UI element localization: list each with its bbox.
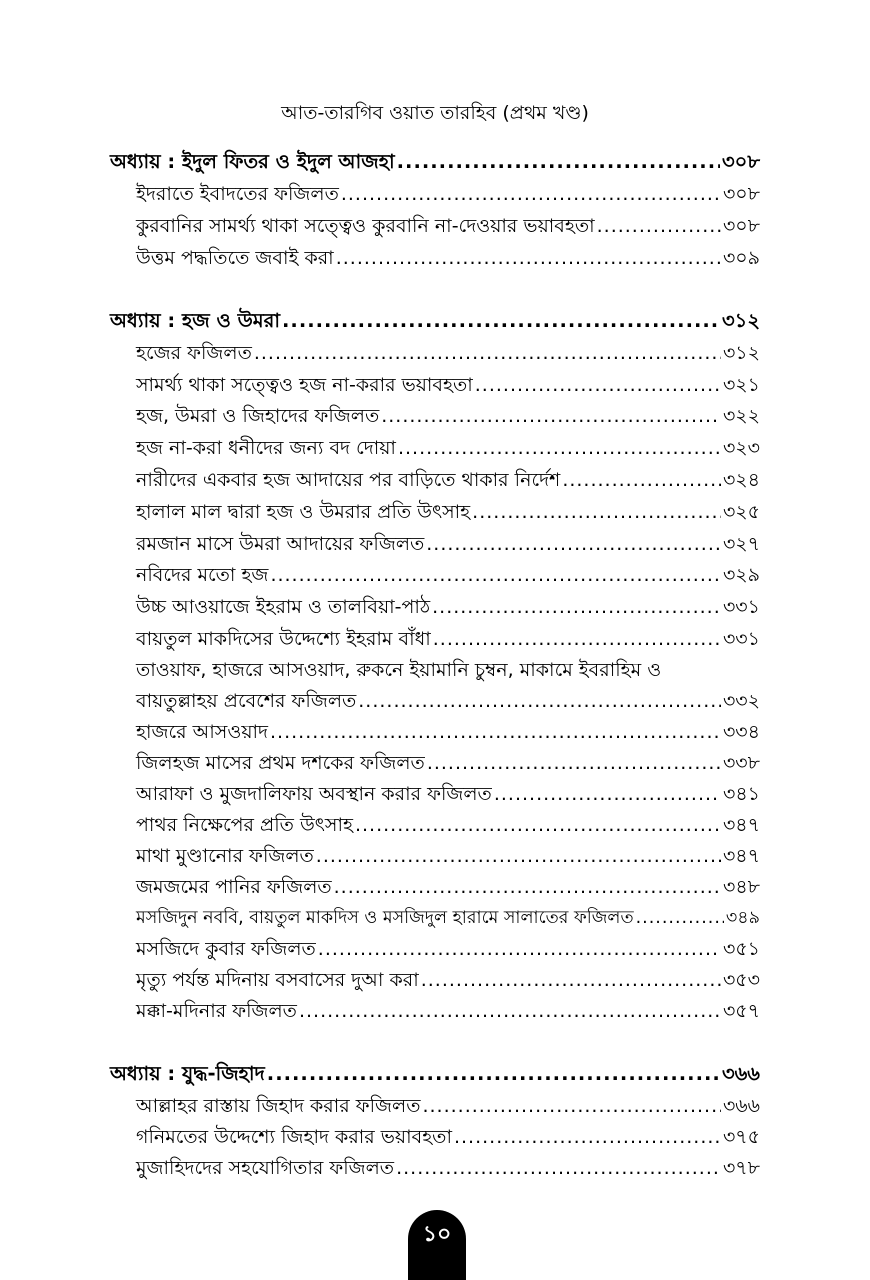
entry-title: সামর্থ্য থাকা সত্ত্বেও হজ না-করার ভয়াবহতা xyxy=(136,374,473,396)
toc-entry[interactable] xyxy=(136,337,760,368)
entry-title: কুরবানির সামর্থ্য থাকা সত্ত্বেও কুরবানি না-দেওয়ার ভয়াবহতা xyxy=(136,215,595,237)
page-ref: ৩৭৫ xyxy=(722,1126,760,1148)
page-ref: ৩৩৪ xyxy=(722,721,760,743)
toc-entry[interactable] xyxy=(136,528,760,559)
page-ref: ৩৬৬ xyxy=(721,1062,760,1085)
toc-entry[interactable] xyxy=(136,995,760,1026)
entry-title: গনিমতের উদ্দেশ্যে জিহাদ করার ভয়াবহতা xyxy=(136,1126,452,1148)
page-ref: ৩২৩ xyxy=(722,437,760,459)
leader-dots xyxy=(381,401,721,431)
leader-dots xyxy=(318,934,721,964)
page-ref: ৩৫৩ xyxy=(722,969,760,991)
entry-title: মৃত্যু পর্যন্ত মদিনায় বসবাসের দুআ করা xyxy=(136,969,419,991)
chapter-title: অধ্যায় : হজ ও উমরা xyxy=(110,309,281,332)
page-ref: ৩৫৭ xyxy=(722,1000,760,1022)
page-ref: ৩২৫ xyxy=(722,501,760,523)
entry-title: মক্কা-মদিনার ফজিলত xyxy=(136,1000,297,1022)
toc-chapter[interactable] xyxy=(110,305,760,336)
toc-entry[interactable] xyxy=(136,871,760,902)
leader-dots xyxy=(472,497,721,527)
toc-entry[interactable] xyxy=(136,210,760,241)
toc-entry[interactable] xyxy=(136,369,760,400)
toc-entry[interactable] xyxy=(136,902,760,933)
leader-dots xyxy=(454,1122,721,1152)
leader-dots xyxy=(299,996,721,1026)
toc-entry[interactable] xyxy=(136,933,760,964)
leader-dots xyxy=(336,243,721,273)
toc-entry[interactable] xyxy=(136,623,760,654)
toc-entry[interactable] xyxy=(136,809,760,840)
entry-title: হাজরে আসওয়াদ xyxy=(136,721,268,743)
entry-title: হজ, উমরা ও জিহাদের ফজিলত xyxy=(136,405,380,427)
toc-chapter[interactable] xyxy=(110,1058,760,1089)
leader-dots xyxy=(270,560,721,590)
toc-entry[interactable] xyxy=(136,559,760,590)
toc-entry[interactable] xyxy=(136,400,760,431)
toc-entry[interactable] xyxy=(136,840,760,871)
page-ref: ৩৭৮ xyxy=(722,1157,760,1179)
leader-dots xyxy=(421,965,721,995)
toc-entry[interactable] xyxy=(136,1121,760,1152)
entry-title: বায়তুল্লাহয় প্রবেশের ফজিলত xyxy=(136,690,357,712)
page-ref: ৩০৮ xyxy=(722,215,760,237)
entry-title: মসজিদে কুবার ফজিলত xyxy=(136,938,316,960)
entry-title: আল্লাহর রাস্তায় জিহাদ করার ফজিলত xyxy=(136,1095,421,1117)
page-ref: ৩৩৮ xyxy=(722,752,760,774)
entry-title: মুজাহিদদের সহযোগিতার ফজিলত xyxy=(136,1157,395,1179)
toc-entry[interactable] xyxy=(136,496,760,527)
toc-entry[interactable] xyxy=(136,178,760,209)
leader-dots xyxy=(341,179,721,209)
entry-title: বায়তুল মাকদিসের উদ্দেশ্যে ইহরাম বাঁধা xyxy=(136,628,431,650)
entry-title: হজ না-করা ধনীদের জন্য বদ দোয়া xyxy=(136,437,396,459)
leader-dots xyxy=(426,529,721,559)
leader-dots xyxy=(475,370,721,400)
leader-dots xyxy=(316,841,721,871)
page-ref: ৩২৯ xyxy=(722,564,760,586)
page-ref: ৩৩২ xyxy=(722,690,760,712)
leader-dots xyxy=(267,1059,720,1089)
leader-dots xyxy=(432,592,721,622)
page-ref: ৩৪৭ xyxy=(722,814,760,836)
toc-entry[interactable] xyxy=(136,685,760,716)
leader-dots xyxy=(636,903,724,933)
leader-dots xyxy=(254,338,721,368)
leader-dots xyxy=(358,686,721,716)
page-ref: ৩৩১ xyxy=(722,628,760,650)
page-ref: ৩৪৭ xyxy=(722,845,760,867)
page-ref: ৩২৪ xyxy=(722,469,760,491)
toc-entry[interactable] xyxy=(136,464,760,495)
toc-entry[interactable] xyxy=(136,591,760,622)
leader-dots xyxy=(433,624,721,654)
entry-title: পাথর নিক্ষেপের প্রতি উৎসাহ xyxy=(136,814,353,836)
page-ref: ৩৪৮ xyxy=(722,876,760,898)
toc-entry[interactable] xyxy=(136,716,760,747)
page-number-badge: ১০ xyxy=(408,1210,466,1280)
leader-dots xyxy=(355,810,721,840)
page-ref: ৩০৮ xyxy=(722,183,760,205)
page-ref: ৩২৭ xyxy=(722,533,760,555)
entry-title: জিলহজ মাসের প্রথম দশকের ফজিলত xyxy=(136,752,425,774)
toc-entry-line1[interactable] xyxy=(136,654,760,685)
chapter-title: অধ্যায় : ইদুল ফিতর ও ইদুল আজহা xyxy=(110,150,395,173)
running-header: আত-তারগিব ওয়াত তারহিব (প্রথম খণ্ড) xyxy=(281,102,589,124)
entry-title: নবিদের মতো হজ xyxy=(136,564,269,586)
leader-dots xyxy=(494,779,721,809)
leader-dots xyxy=(422,1091,720,1121)
leader-dots xyxy=(397,147,720,177)
entry-title: উত্তম পদ্ধতিতে জবাই করা xyxy=(136,247,334,269)
entry-title-line1: তাওয়াফ, হাজরে আসওয়াদ, রুকনে ইয়ামানি চুম্বন, মাকামে ইবরাহিম ও xyxy=(136,659,662,681)
page-ref: ৩২১ xyxy=(722,374,760,396)
page-ref: ৩২২ xyxy=(722,405,760,427)
page-ref: ৩৩১ xyxy=(722,596,760,618)
page-ref: ৩১২ xyxy=(721,309,760,332)
leader-dots xyxy=(427,748,721,778)
toc-entry[interactable] xyxy=(136,1090,760,1121)
entry-title: হালাল মাল দ্বারা হজ ও উমরার প্রতি উৎসাহ xyxy=(136,501,471,523)
page-ref: ৩৬৬ xyxy=(722,1095,760,1117)
leader-dots xyxy=(398,433,721,463)
toc-entry[interactable] xyxy=(136,1152,760,1183)
entry-title: ইদরাতে ইবাদতের ফজিলত xyxy=(136,183,339,205)
toc-entry[interactable] xyxy=(136,964,760,995)
entry-title: রমজান মাসে উমরা আদায়ের ফজিলত xyxy=(136,533,425,555)
toc-entry[interactable] xyxy=(136,242,760,273)
entry-title: মাথা মুণ্ডানোর ফজিলত xyxy=(136,845,314,867)
page-ref: ৩০৮ xyxy=(721,150,760,173)
page-ref: ৩৪৯ xyxy=(725,908,760,928)
toc-entry[interactable] xyxy=(136,778,760,809)
entry-title: মসজিদুন নববি, বায়তুল মাকদিস ও মসজিদুল হারামে সালাতের ফজিলত xyxy=(136,908,634,928)
leader-dots xyxy=(270,717,721,747)
entry-title: হজের ফজিলত xyxy=(136,342,252,364)
page-ref: ৩১২ xyxy=(722,342,760,364)
entry-title: উচ্চ আওয়াজে ইহরাম ও তালবিয়া-পাঠ xyxy=(136,596,431,618)
chapter-title: অধ্যায় : যুদ্ধ-জিহাদ xyxy=(110,1062,265,1085)
entry-title: জমজমের পানির ফজিলত xyxy=(136,876,332,898)
leader-dots xyxy=(396,1153,721,1183)
leader-dots xyxy=(282,306,720,336)
toc-chapter[interactable] xyxy=(110,146,760,177)
leader-dots xyxy=(334,872,721,902)
page-ref: ৩৫১ xyxy=(722,938,760,960)
page-ref: ৩০৯ xyxy=(722,247,760,269)
page-ref: ৩৪১ xyxy=(722,783,760,805)
leader-dots xyxy=(597,211,721,241)
entry-title: আরাফা ও মুজদালিফায় অবস্থান করার ফজিলত xyxy=(136,783,492,805)
toc-entry[interactable] xyxy=(136,432,760,463)
leader-dots xyxy=(562,465,721,495)
toc-entry[interactable] xyxy=(136,747,760,778)
entry-title: নারীদের একবার হজ আদায়ের পর বাড়িতে থাকার নির্দেশ xyxy=(136,469,561,491)
